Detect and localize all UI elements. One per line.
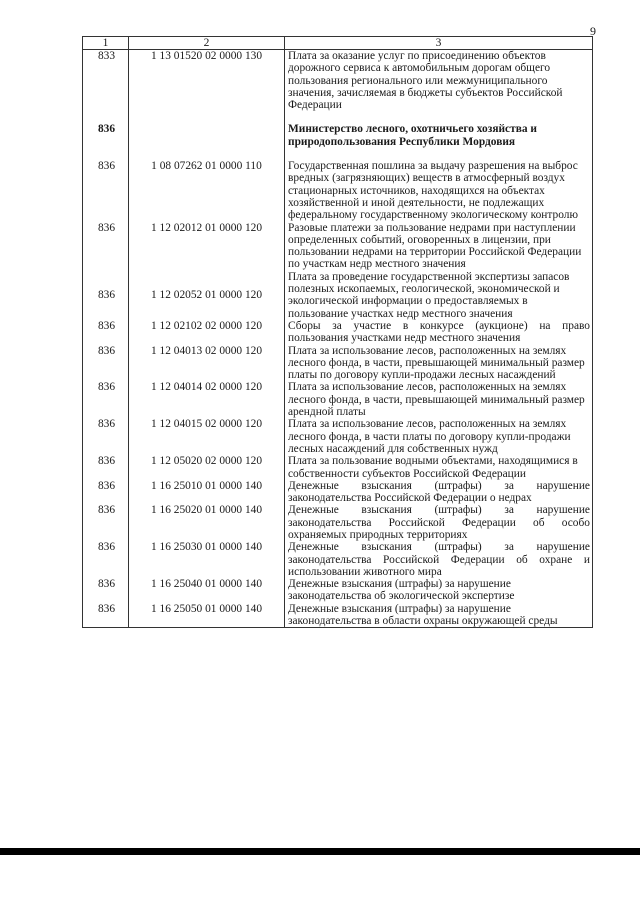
table-row [83, 123, 593, 148]
admin-code-cell: 833 [83, 50, 129, 112]
admin-code-cell: 836 [83, 381, 129, 418]
description-cell: Государственная пошлина за выдачу разрешения на выброс вредных (загрязняющих) веществ в атмосферный воздух стационарных источников, находящихся на объектах хозяйственной и иной деятельности, не подлежащих федеральному государственному экологическому контролю [285, 160, 593, 221]
description-cell: Денежные взыскания (штрафы) за нарушение законодательства Российской Федерации об особо охраняемых природных территориях [285, 504, 593, 541]
admin-code-cell: 836 [83, 455, 129, 480]
description-cell: Плата за оказание услуг по присоединению объектов дорожного сервиса к автомобильным дорогам общего пользования регионального или межмуниципального значения, зачисляемая в бюджеты субъектов Российской Федерации [285, 50, 593, 112]
description-cell: Плата за проведение государственной экспертизы запасов полезных ископаемых, геологической, экономической и экологической информации о предоставляемых в пользование участках недр местного значения [285, 271, 593, 320]
admin-code-cell: 836 [83, 541, 129, 578]
budget-code-cell [129, 123, 285, 148]
admin-code-cell: 836 [83, 504, 129, 541]
table-row [83, 418, 593, 455]
budget-code-cell: 1 12 05020 02 0000 120 [129, 455, 285, 480]
table-row [83, 603, 593, 628]
table-row [83, 222, 593, 271]
budget-code-cell: 1 16 25050 01 0000 140 [129, 603, 285, 628]
admin-code-cell: 836 [83, 123, 129, 148]
budget-code-cell: 1 12 02052 01 0000 120 [129, 271, 285, 320]
table-row [83, 541, 593, 578]
table-row [83, 50, 593, 112]
budget-code-cell: 1 12 04014 02 0000 120 [129, 381, 285, 418]
description-cell: Министерство лесного, охотничьего хозяйства и природопользования Республики Мордовия [285, 123, 593, 148]
table-row [83, 504, 593, 541]
table-header-row [83, 37, 593, 50]
budget-code-cell: 1 12 02102 02 0000 120 [129, 320, 285, 345]
column-header-1: 1 [83, 37, 129, 50]
spacer-row [83, 111, 593, 123]
budget-code-cell: 1 16 25040 01 0000 140 [129, 578, 285, 603]
description-cell: Денежные взыскания (штрафы) за нарушение законодательства в области охраны окружающей среды [285, 603, 593, 628]
description-cell: Денежные взыскания (штрафы) за нарушение законодательства Российской Федерации об охране и использовании животного мира [285, 541, 593, 578]
budget-code-cell: 1 08 07262 01 0000 110 [129, 160, 285, 221]
column-header-2: 2 [129, 37, 285, 50]
income-codes-table [82, 36, 593, 628]
budget-code-cell: 1 12 02012 01 0000 120 [129, 222, 285, 271]
table-row [83, 345, 593, 382]
page-bottom-bar [0, 848, 640, 855]
description-cell: Сборы за участие в конкурсе (аукционе) на право пользования участками недр местного значения [285, 320, 593, 345]
table-row [83, 160, 593, 221]
budget-code-cell: 1 13 01520 02 0000 130 [129, 50, 285, 112]
admin-code-cell: 836 [83, 345, 129, 382]
page-number: 9 [590, 24, 596, 38]
admin-code-cell: 836 [83, 222, 129, 271]
description-cell: Плата за использование лесов, расположенных на землях лесного фонда, в части, превышающей минимальный размер арендной платы [285, 381, 593, 418]
description-cell: Разовые платежи за пользование недрами при наступлении определенных событий, оговоренных в лицензии, при пользовании недрами на территории Российской Федерации по участкам недр местного значения [285, 222, 593, 271]
admin-code-cell: 836 [83, 418, 129, 455]
description-cell: Плата за пользование водными объектами, находящимися в собственности субъектов Российской Федерации [285, 455, 593, 480]
admin-code-cell: 836 [83, 578, 129, 603]
table-row [83, 381, 593, 418]
table-row [83, 320, 593, 345]
description-cell: Денежные взыскания (штрафы) за нарушение законодательства Российской Федерации о недрах [285, 480, 593, 505]
table-row [83, 480, 593, 505]
budget-code-cell: 1 12 04015 02 0000 120 [129, 418, 285, 455]
table-row [83, 578, 593, 603]
budget-code-cell: 1 12 04013 02 0000 120 [129, 345, 285, 382]
admin-code-cell: 836 [83, 603, 129, 628]
budget-code-cell: 1 16 25010 01 0000 140 [129, 480, 285, 505]
description-cell: Плата за использование лесов, расположенных на землях лесного фонда, в части платы по договору купли-продажи лесных насаждений для собственных нужд [285, 418, 593, 455]
column-header-3: 3 [285, 37, 593, 50]
table-body [83, 50, 593, 628]
admin-code-cell: 836 [83, 160, 129, 221]
table-row [83, 455, 593, 480]
admin-code-cell: 836 [83, 271, 129, 320]
spacer-row [83, 148, 593, 160]
budget-code-cell: 1 16 25030 01 0000 140 [129, 541, 285, 578]
table-row [83, 271, 593, 320]
budget-code-cell: 1 16 25020 01 0000 140 [129, 504, 285, 541]
description-cell: Денежные взыскания (штрафы) за нарушение законодательства об экологической экспертизе [285, 578, 593, 603]
admin-code-cell: 836 [83, 320, 129, 345]
description-cell: Плата за использование лесов, расположенных на землях лесного фонда, в части, превышающей минимальный размер платы по договору купли-продажи лесных насаждений [285, 345, 593, 382]
admin-code-cell: 836 [83, 480, 129, 505]
